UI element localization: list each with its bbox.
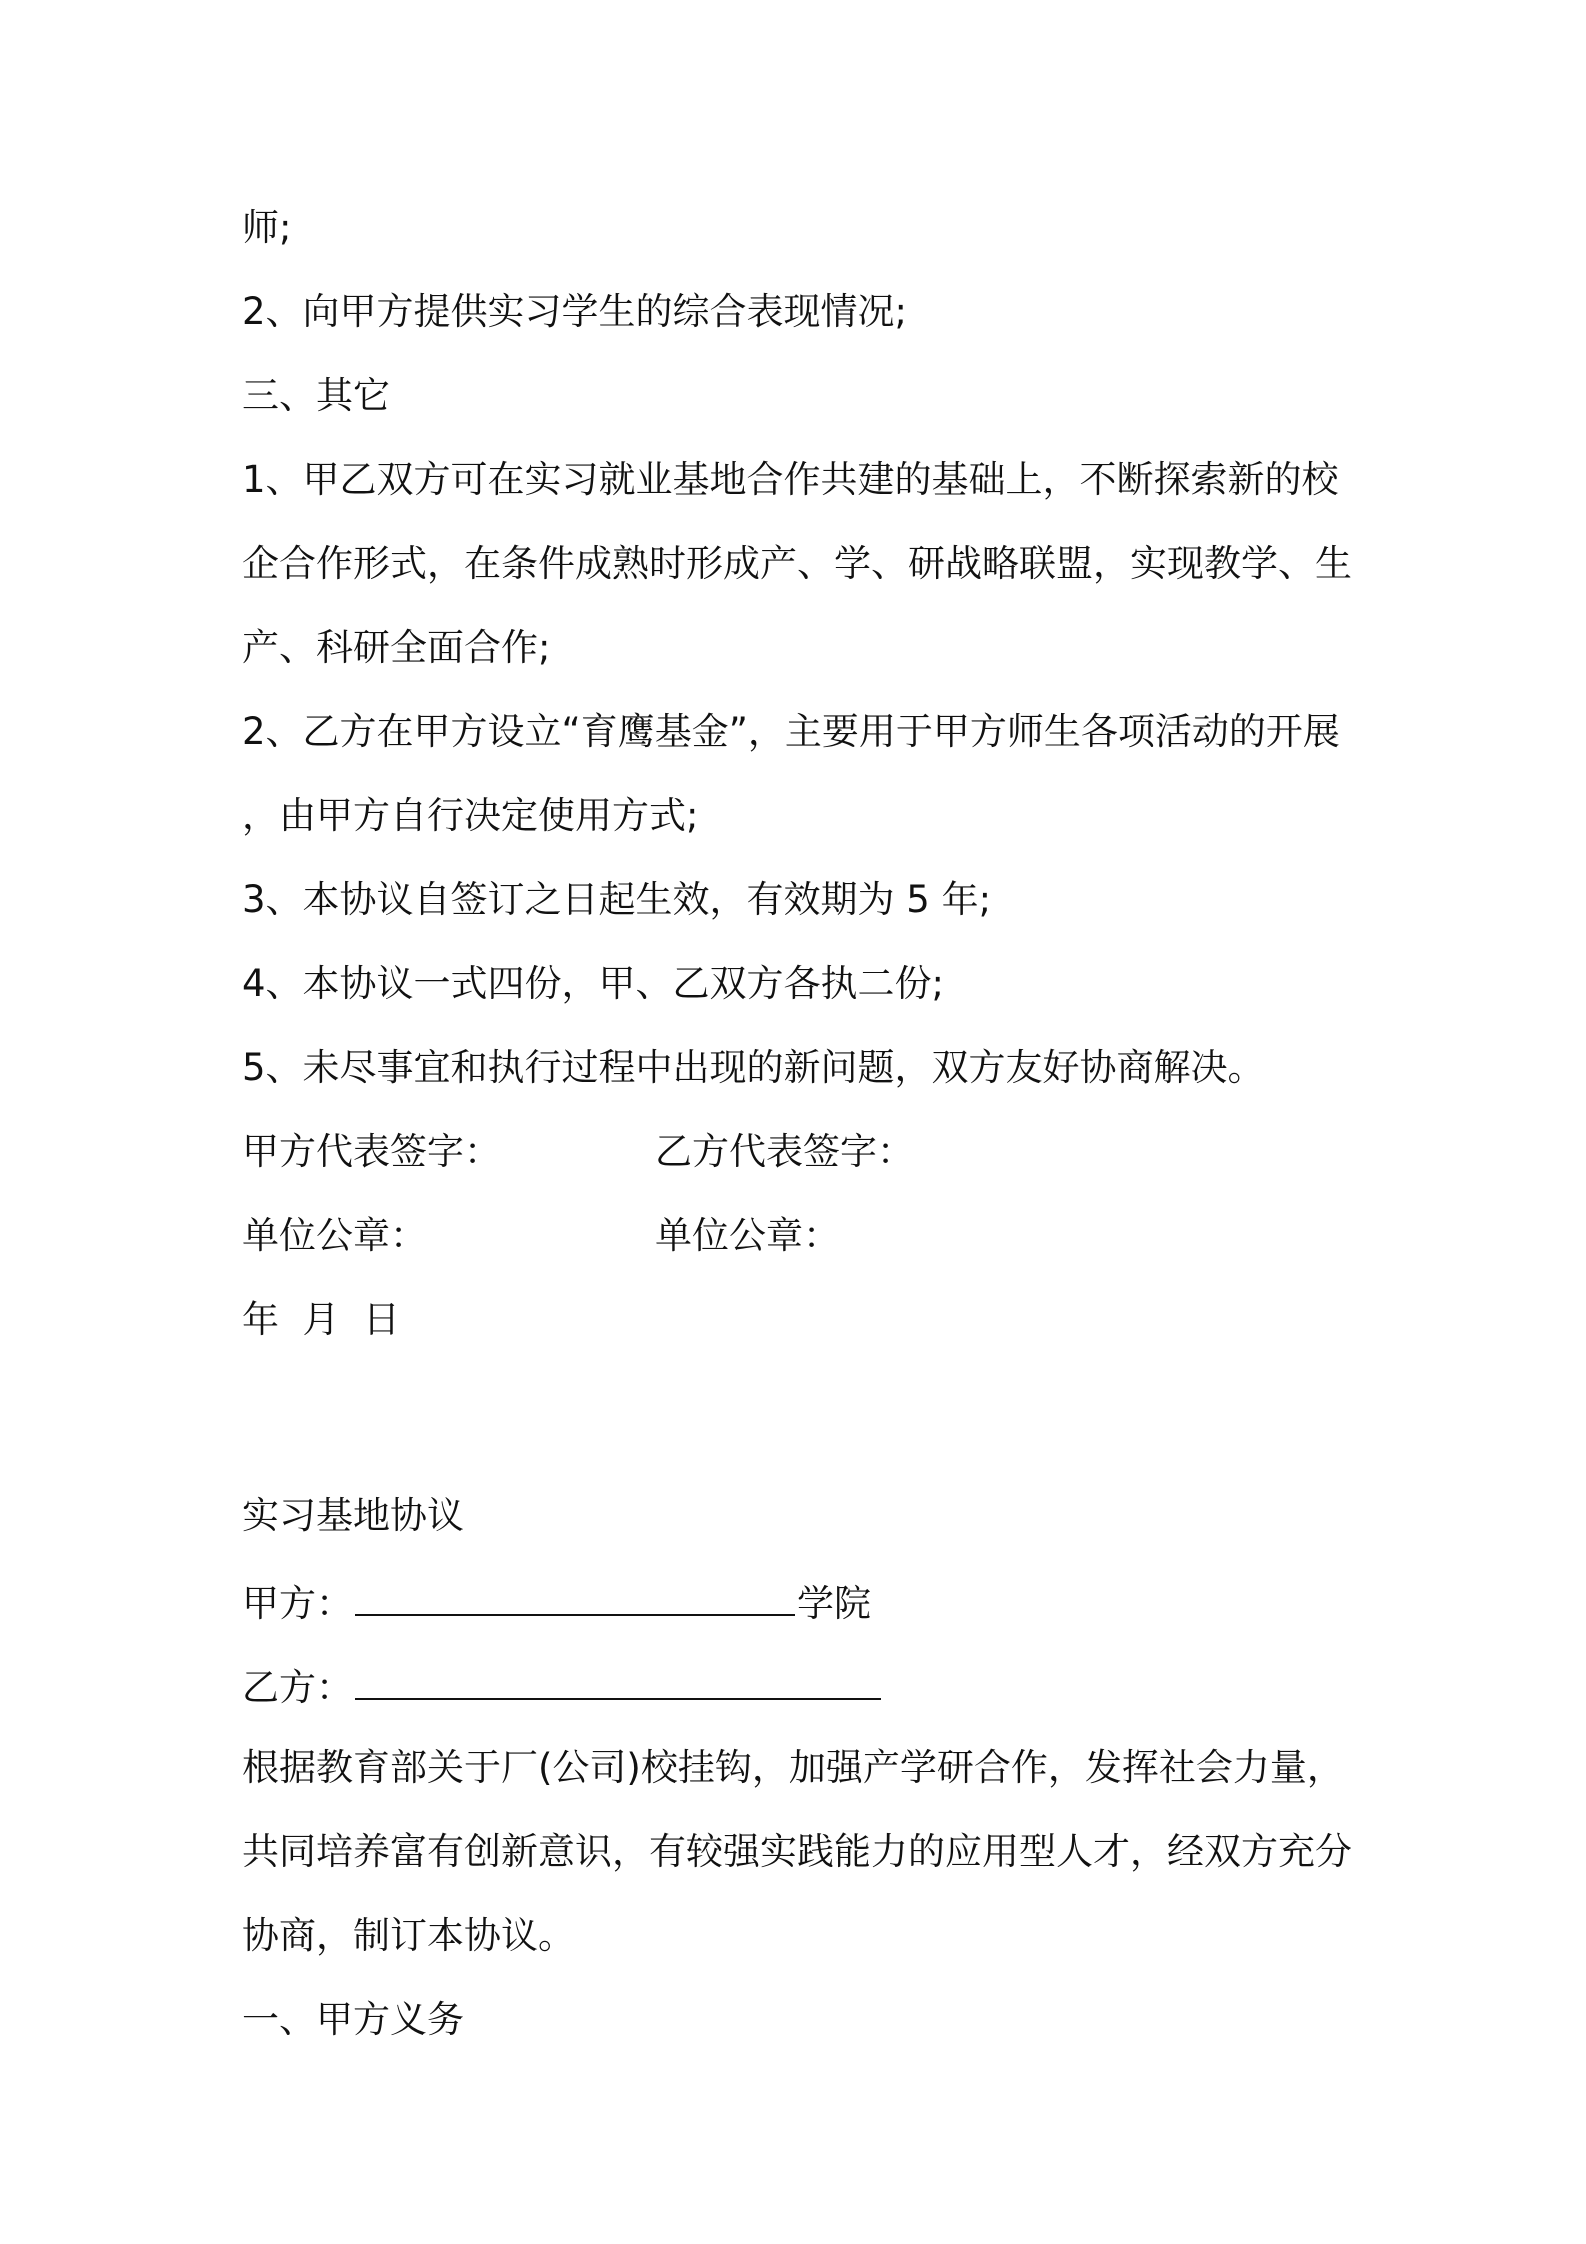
party-b-blank[interactable] [355, 1660, 881, 1700]
party-a-label: 甲方： [242, 1582, 353, 1625]
party-a-line [242, 1576, 1362, 1660]
paragraph-line: 1、甲乙双方可在实习就业基地合作共建的基础上，不断探索新的校 [242, 458, 1339, 501]
party-b-seal-label: 单位公章： [655, 1214, 840, 1257]
signature-row [242, 1128, 1362, 1212]
paragraph-line: 企合作形式，在条件成熟时形成产、学、研战略联盟，实现教学、生 [242, 542, 1352, 585]
paragraph-line: 根据教育部关于厂(公司)校挂钩，加强产学研合作，发挥社会力量， [242, 1746, 1344, 1789]
paragraph-line: 协商，制订本协议。 [242, 1914, 575, 1957]
document-body [242, 204, 1362, 2080]
party-a-rep-label: 甲方代表签字： [242, 1130, 501, 1173]
paragraph-line: 5、未尽事宜和执行过程中出现的新问题，双方友好协商解决。 [242, 1046, 1265, 1089]
paragraph-line: 4、本协议一式四份，甲、乙双方各执二份; [242, 962, 945, 1005]
party-a-blank[interactable] [355, 1576, 795, 1616]
date-label: 年 月 日 [242, 1298, 401, 1341]
party-b-line [242, 1660, 1362, 1744]
section-heading: 三、其它 [242, 374, 390, 417]
agreement-title: 实习基地协议 [242, 1494, 464, 1537]
party-a-suffix: 学院 [797, 1582, 871, 1625]
section-gap [242, 1380, 1362, 1492]
paragraph-line: 师; [242, 206, 292, 249]
section-heading: 一、甲方义务 [242, 1998, 464, 2041]
party-b-label: 乙方： [242, 1666, 353, 1709]
paragraph-line: 2、乙方在甲方设立“育鹰基金”，主要用于甲方师生各项活动的开展 [242, 710, 1340, 753]
paragraph-line: 产、科研全面合作; [242, 626, 551, 669]
paragraph-line: 3、本协议自签订之日起生效，有效期为 5 年; [242, 878, 992, 921]
date-line [242, 1296, 1362, 1380]
paragraph-line: ，由甲方自行决定使用方式; [242, 794, 699, 837]
party-b-rep-label: 乙方代表签字： [655, 1130, 914, 1173]
party-a-seal-label: 单位公章： [242, 1214, 427, 1257]
paragraph-line: 2、向甲方提供实习学生的综合表现情况; [242, 290, 908, 333]
seal-row [242, 1212, 1362, 1296]
paragraph-line: 共同培养富有创新意识，有较强实践能力的应用型人才，经双方充分 [242, 1830, 1352, 1873]
